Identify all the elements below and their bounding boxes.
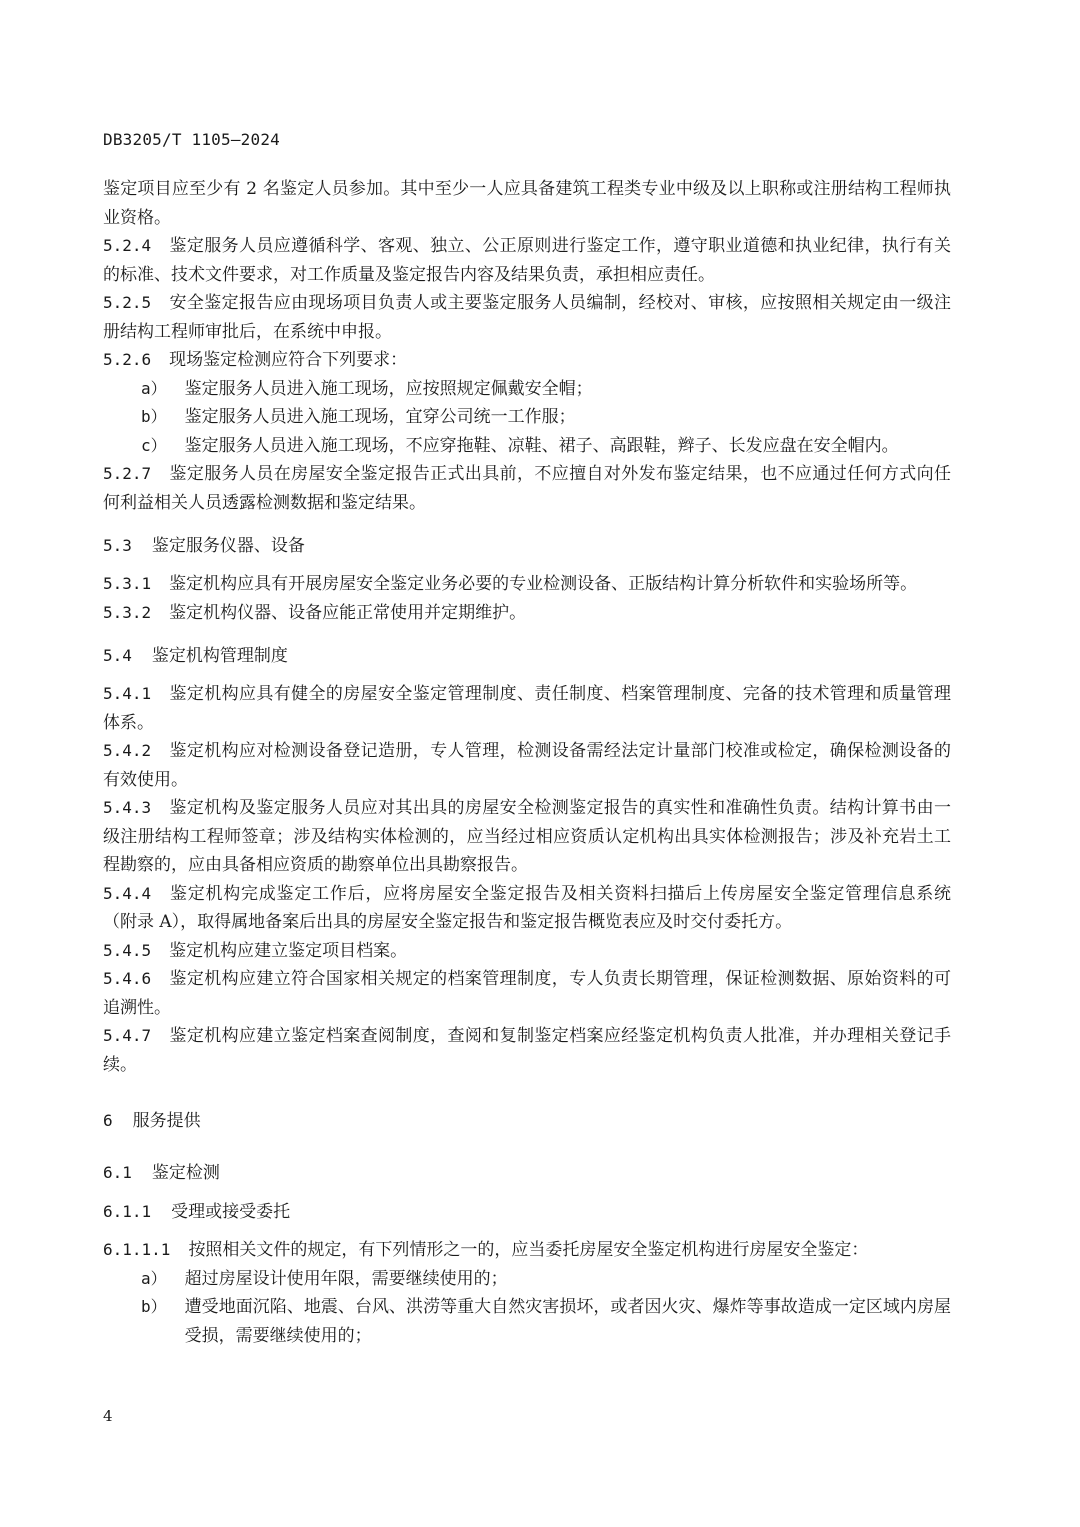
section-heading-5-4 xyxy=(103,641,951,666)
list-label: b） xyxy=(141,1297,167,1316)
clause-text: 按照相关文件的规定，有下列情形之一的，应当委托房屋安全鉴定机构进行房屋安全鉴定： xyxy=(188,1240,869,1260)
subsection-title: 受理或接受委托 xyxy=(171,1202,291,1222)
list-text: 遭受地面沉陷、地震、台风、洪涝等重大自然灾害损坏，或者因火灾、爆炸等事故造成一定区域内房屋受损，需要继续使用的； xyxy=(184,1297,951,1346)
clause-5-4-7 xyxy=(103,1022,951,1079)
section-title: 鉴定检测 xyxy=(151,1163,220,1183)
clause-number: 5.4.5 xyxy=(103,940,152,960)
clause-5-4-3 xyxy=(103,794,951,880)
section-number: 6.1 xyxy=(103,1163,132,1182)
list-item xyxy=(141,1293,951,1350)
clause-text: 鉴定机构应建立符合国家相关规定的档案管理制度，专人负责长期管理，保证检测数据、原始资料的可追溯性。 xyxy=(103,969,951,1018)
clause-number: 6.1.1.1 xyxy=(103,1240,171,1259)
page-number: 4 xyxy=(103,1407,113,1425)
list-label: b） xyxy=(141,407,167,426)
section-number: 5.3 xyxy=(103,536,132,555)
section-number: 5.4 xyxy=(103,646,132,665)
clause-5-3-2 xyxy=(103,599,951,628)
list-text: 鉴定服务人员进入施工现场，应按照规定佩戴安全帽； xyxy=(184,378,593,399)
clause-text: 鉴定服务人员在房屋安全鉴定报告正式出具前，不应擅自对外发布鉴定结果，也不应通过任何方式向任何利益相关人员透露检测数据和鉴定结果。 xyxy=(103,464,951,513)
list-text: 超过房屋设计使用年限，需要继续使用的； xyxy=(184,1268,508,1289)
clause-5-2-7 xyxy=(103,460,951,517)
clause-6-1-1-1 xyxy=(103,1236,951,1265)
clause-number: 5.3.1 xyxy=(103,574,152,593)
clause-5-4-4 xyxy=(103,880,951,937)
section-heading-5-3 xyxy=(103,531,951,556)
list-label: a） xyxy=(141,1268,167,1288)
chapter-title: 服务提供 xyxy=(132,1111,201,1131)
section-title: 鉴定机构管理制度 xyxy=(151,646,288,666)
clause-number: 5.4.2 xyxy=(103,741,152,760)
clause-5-3-1 xyxy=(103,570,951,599)
list-item xyxy=(141,1265,951,1294)
clause-5-2-6-list xyxy=(103,375,951,461)
paragraph-continuation: 鉴定项目应至少有 2 名鉴定人员参加。其中至少一人应具备建筑工程类专业中级及以上职称或注册结构工程师执业资格。 xyxy=(103,179,951,228)
subsection-number: 6.1.1 xyxy=(103,1202,152,1221)
clause-text: 鉴定机构应具有健全的房屋安全鉴定管理制度、责任制度、档案管理制度、完备的技术管理和质量管理体系。 xyxy=(103,684,951,733)
clause-text: 安全鉴定报告应由现场项目负责人或主要鉴定服务人员编制，经校对、审核，应按照相关规定由一级注册结构工程师审批后，在系统中申报。 xyxy=(103,293,951,342)
chapter-heading-6 xyxy=(103,1106,951,1131)
list-text: 鉴定服务人员进入施工现场，不应穿拖鞋、凉鞋、裙子、高跟鞋，辫子、长发应盘在安全帽内。 xyxy=(184,435,899,456)
clause-number: 5.2.5 xyxy=(103,293,152,312)
list-item xyxy=(141,403,951,432)
clause-text: 鉴定机构应建立鉴定档案查阅制度，查阅和复制鉴定档案应经鉴定机构负责人批准，并办理相关登记手续。 xyxy=(103,1026,951,1075)
clause-number: 5.4.1 xyxy=(103,684,152,703)
subsection-heading-6-1-1 xyxy=(103,1197,951,1222)
document-code: DB3205/T 1105—2024 xyxy=(103,130,280,149)
clause-text: 现场鉴定检测应符合下列要求： xyxy=(169,350,408,370)
clause-5-4-6 xyxy=(103,965,951,1022)
clause-number: 5.2.6 xyxy=(103,350,152,369)
clause-5-2-6 xyxy=(103,346,951,375)
section-heading-6-1 xyxy=(103,1158,951,1183)
clause-text: 鉴定机构及鉴定服务人员应对其出具的房屋安全检测鉴定报告的真实性和准确性负责。结构计算书由一级注册结构工程师签章；涉及结构实体检测的，应当经过相应资质认定机构出具实体检测报告；涉及补充岩土工程勘察的，应由具备相应资质的勘察单位出具勘察报告。 xyxy=(103,798,951,875)
clause-5-4-5 xyxy=(103,937,951,966)
document-body xyxy=(103,175,951,1350)
clause-number: 5.4.4 xyxy=(103,883,152,903)
section-title: 鉴定服务仪器、设备 xyxy=(151,536,305,556)
list-label: a） xyxy=(141,378,167,398)
clause-5-4-1 xyxy=(103,680,951,737)
clause-number: 5.2.4 xyxy=(103,236,152,255)
clause-5-2-5 xyxy=(103,289,951,346)
clause-number: 5.4.6 xyxy=(103,969,152,988)
clause-number: 5.4.3 xyxy=(103,798,152,817)
list-item xyxy=(141,375,951,404)
clause-text: 鉴定机构应对检测设备登记造册，专人管理，检测设备需经法定计量部门校准或检定，确保检测设备的有效使用。 xyxy=(103,741,951,790)
clause-text: 鉴定机构完成鉴定工作后，应将房屋安全鉴定报告及相关资料扫描后上传房屋安全鉴定管理信息系统（附录 A），取得属地备案后出具的房屋安全鉴定报告和鉴定报告概览表应及时交付委托方。 xyxy=(103,883,951,932)
clause-number: 5.2.7 xyxy=(103,464,152,483)
clause-number: 5.4.7 xyxy=(103,1026,152,1045)
clause-6-1-1-1-list xyxy=(103,1265,951,1351)
clause-5-2-4 xyxy=(103,232,951,289)
list-label: c） xyxy=(141,435,167,455)
clause-5-4-2 xyxy=(103,737,951,794)
list-item xyxy=(141,432,951,461)
clause-text: 鉴定机构应建立鉴定项目档案。 xyxy=(169,940,408,961)
clause-text: 鉴定服务人员应遵循科学、客观、独立、公正原则进行鉴定工作，遵守职业道德和执业纪律，执行有关的标准、技术文件要求，对工作质量及鉴定报告内容及结果负责，承担相应责任。 xyxy=(103,236,951,285)
clause-text: 鉴定机构应具有开展房屋安全鉴定业务必要的专业检测设备、正版结构计算分析软件和实验场所等。 xyxy=(169,574,918,594)
clause-text: 鉴定机构仪器、设备应能正常使用并定期维护。 xyxy=(169,602,527,623)
chapter-number: 6 xyxy=(103,1111,113,1130)
clause-number: 5.3.2 xyxy=(103,602,152,622)
list-text: 鉴定服务人员进入施工现场，宜穿公司统一工作服； xyxy=(184,407,576,427)
